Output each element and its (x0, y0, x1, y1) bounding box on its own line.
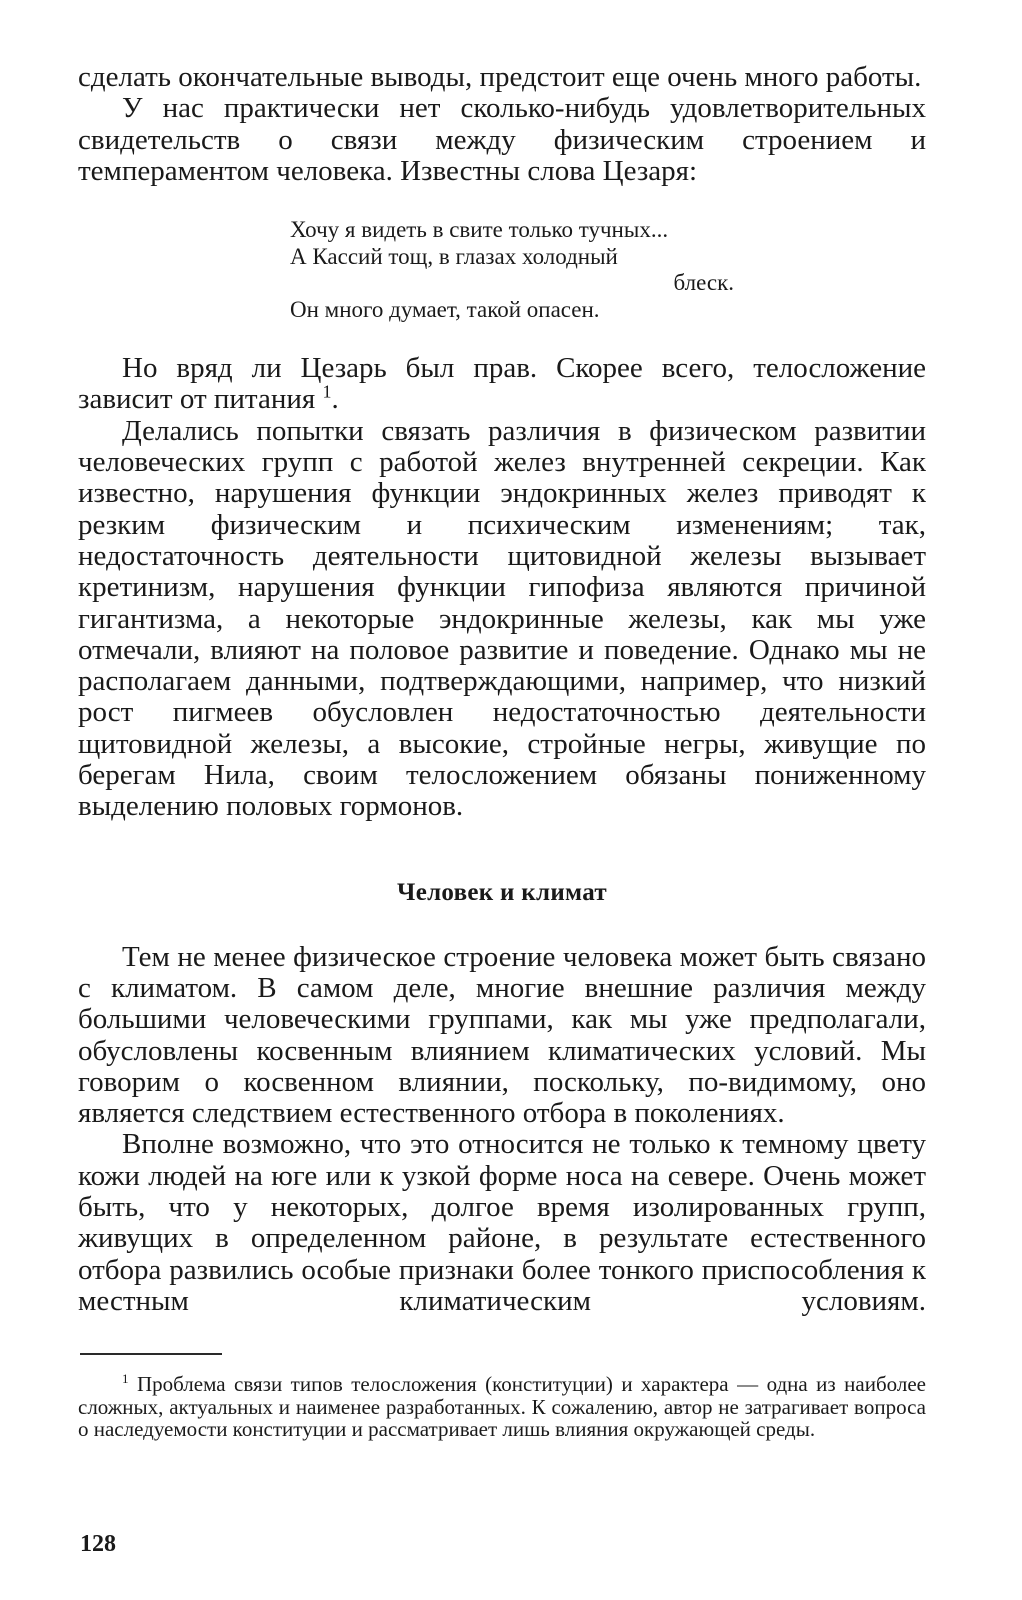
verse-line: блеск. (673, 270, 734, 296)
paragraph-climate-2: Вполне возможно, что это относится не только к темному цвету кожи людей на юге или к узкой форме носа на севере. Очень может быть, что у некоторых, долгое время изолированных групп, живущих в определенном районе, в результате естественного отбора развились особые признаки более тонкого приспособления к местным климатическим условиям. (78, 1128, 926, 1317)
footnote-mark: 1 (122, 1371, 129, 1387)
footnote-text: Проблема связи типов телосложения (конституции) и характера — одна из наиболее сложных, актуальных и наименее разработанных. К сожалению, автор не затрагивает вопроса о наследуемости конституции и рассматривает лишь влияния окружающей среды. (78, 1372, 926, 1442)
footnote-reference[interactable]: 1 (322, 381, 332, 402)
paragraph-continued: сделать окончательные выводы, предстоит еще очень много работы. (78, 61, 922, 93)
footnote (78, 1373, 926, 1441)
paragraph-text: Но вряд ли Цезарь был прав. Скорее всего, телосложение зависит от питания (78, 352, 926, 416)
verse-line: Хочу я видеть в свите только тучных... (290, 217, 669, 243)
paragraph-glands: Делались попытки связать различия в физическом развитии человеческих групп с работой желез внутренней секреции. Как известно, нарушения функции эндокринных желез приводят к резким физическим и психическим изменениям; так, недостаточность деятельности щитовидной железы вызывает кретинизм, нарушения функции гипофиза являются причиной гигантизма, а некоторые эндокринные железы, как мы уже отмечали, влияют на половое развитие и поведение. Однако мы не располагаем данными, подтверждающими, например, что низкий рост пигмеев обусловлен недостаточностью деятельности щитовидной железы, а высокие, стройные негры, живущие по берегам Нила, своим телосложением обязаны пониженному выделению половых гормонов. (78, 414, 926, 823)
verse-quote (290, 217, 734, 323)
page-number: 128 (80, 1531, 116, 1557)
paragraph-end: . (331, 383, 339, 416)
paragraph-climate-1: Тем не менее физическое строение человека может быть связано с климатом. В самом деле, многие внешние различия между большими человеческими группами, как мы уже предполагали, обусловлены косвенным влиянием климатических условий. Мы говорим о косвенном влиянии, поскольку, по-видимому, оно является следствием естественного отбора в поколениях. (78, 940, 926, 1130)
section-heading: Человек и климат (397, 878, 607, 906)
verse-line: Он много думает, такой опасен. (290, 296, 600, 322)
footnote-divider (80, 1353, 222, 1355)
verse-line: А Кассий тощ, в глазах холодный (290, 243, 618, 269)
paragraph-caesar-intro: У нас практически нет сколько-нибудь удовлетворительных свидетельств о связи между физическим строением и темпераментом человека. Известны слова Цезаря: (78, 92, 926, 187)
book-page (78, 62, 926, 1441)
paragraph-caesar-comment (78, 353, 926, 416)
